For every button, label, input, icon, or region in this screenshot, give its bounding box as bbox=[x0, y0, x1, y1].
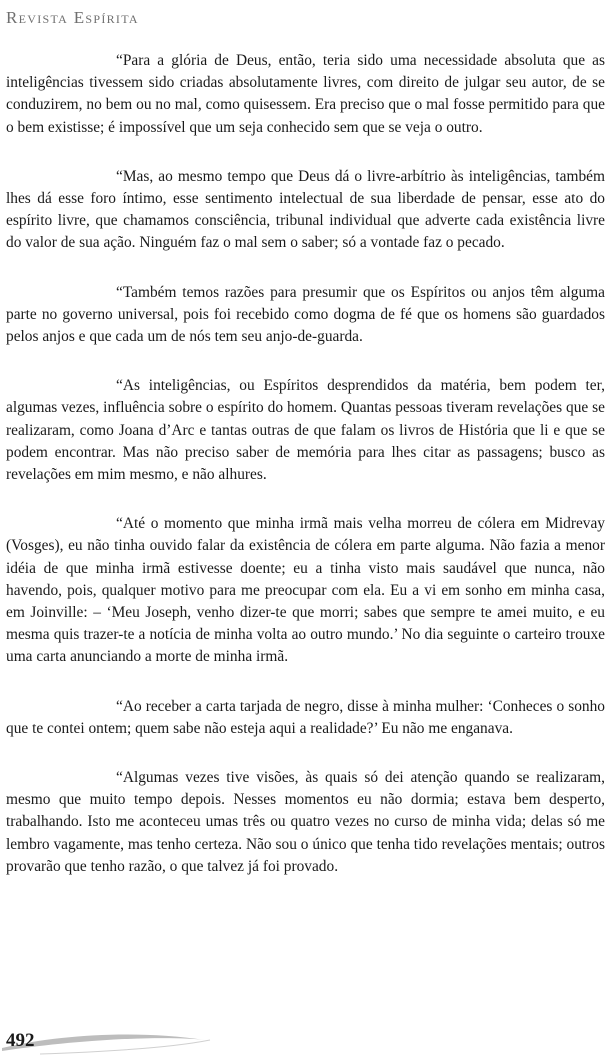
paragraph: “Até o momento que minha irmã mais velha morreu de cólera em Midrevay (Vosges), eu não tinha ouvido falar da existência de cólera em parte alguma. Não fazia a menor idéia de que minha irmã estivesse doente; eu a tinha visto mais saudável que nunca, não havendo, pois, qualquer motivo para me preocupar com ela. Eu a vi em sonho em minha casa, em Joinville: – ‘Meu Joseph, venho dizer-te que morri; sabes que sempre te amei muito, e eu mesma quis trazer-te a notícia de minha volta ao outro mundo.’ No dia seguinte o carteiro trouxe uma carta anunciando a morte de minha irmã. bbox=[6, 515, 605, 666]
paragraph: “As inteligências, ou Espíritos desprendidos da matéria, bem podem ter, algumas vezes, influência sobre o espírito do homem. Quantas pessoas tiveram revelações que se realizaram, como Joana d’Arc e tantas outras de que falam os livros de História que li e que se podem encontrar. Mas não preciso saber de memória para lhes citar as passagens; busco as revelações em mim mesmo, e não alhures. bbox=[6, 377, 605, 484]
paragraph: “Também temos razões para presumir que os Espíritos ou anjos têm alguma parte no governo universal, pois foi recebido como dogma de fé que os homens são guardados pelos anjos e que cada um de nós tem seu anjo-de-guarda. bbox=[6, 283, 605, 346]
running-header: Revista Espírita bbox=[6, 8, 139, 27]
paragraph: “Para a glória de Deus, então, teria sido uma necessidade absoluta que as inteligências tivessem sido criadas absolutamente livres, com direito de julgar seu autor, de se conduzirem, no bem ou no mal, como quisessem. Era preciso que o mal fosse permitido para que o bem existisse; é impossível que um seja conhecido sem que se veja o outro. bbox=[6, 52, 605, 136]
paragraph: “Ao receber a carta tarjada de negro, disse à minha mulher: ‘Conheces o sonho que te contei ontem; quem sabe não esteja aqui a realidade?’ Eu não me enganava. bbox=[6, 697, 605, 737]
paragraph: “Mas, ao mesmo tempo que Deus dá o livre-arbítrio às inteligências, também lhes dá esse foro íntimo, esse sentimento intelectual de sua liberdade de pensar, esse ato do espírito livre, que chamamos consciência, tribunal individual que adverte cada existência livre do valor de sua ação. Ninguém faz o mal sem o saber; só a vontade faz o pecado. bbox=[6, 167, 605, 252]
page-number: 492 bbox=[6, 1030, 35, 1051]
decorative-swoosh-icon bbox=[0, 1018, 611, 1056]
page-body bbox=[6, 50, 605, 905]
page-footer bbox=[0, 1018, 611, 1056]
paragraph: “Algumas vezes tive visões, às quais só dei atenção quando se realizaram, mesmo que muito tempo depois. Nesses momentos eu não dormia; estava bem desperto, trabalhando. Isto me aconteceu umas três ou quatro vezes no curso de minha vida; delas só me lembro vagamente, mas tenho certeza. Não sou o único que tenha tido revelações mentais; outros provarão que tenho razão, o que talvez já foi provado. bbox=[6, 769, 605, 875]
